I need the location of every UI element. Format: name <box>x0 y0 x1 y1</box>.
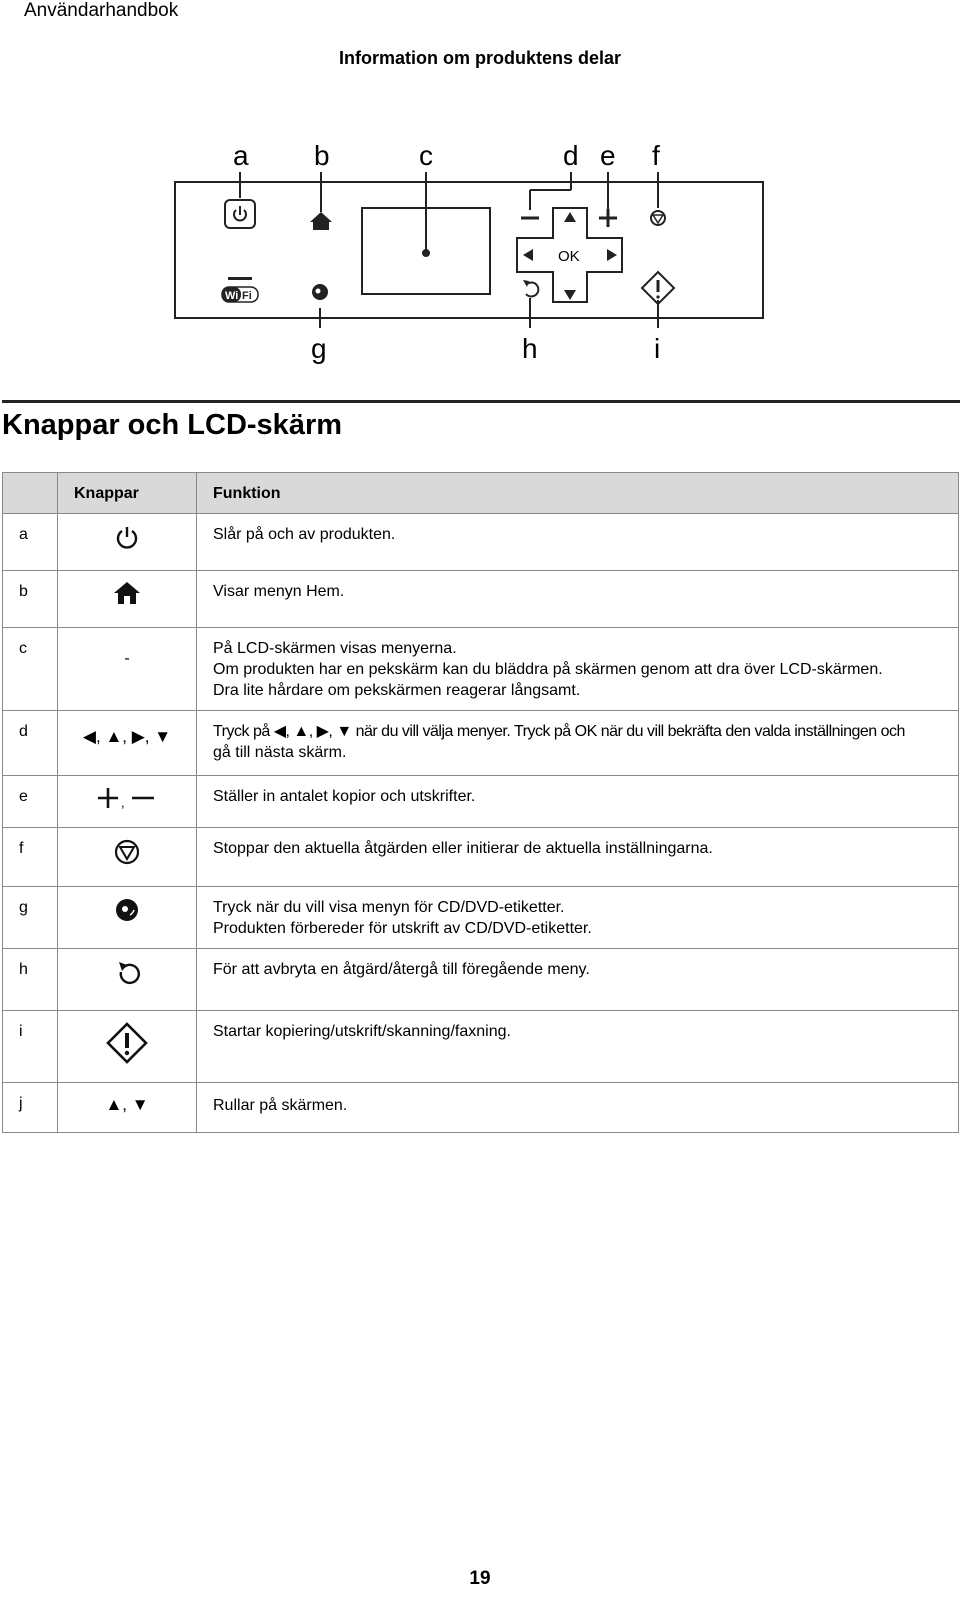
main-heading: Knappar och LCD-skärm <box>2 400 960 442</box>
key-cell <box>58 711 197 776</box>
key-cell <box>58 1011 197 1083</box>
row-id: i <box>3 1011 58 1083</box>
stop-icon <box>113 838 141 866</box>
header-keys: Knappar <box>58 473 197 514</box>
function-text: Ställer in antalet kopior och utskrifter. <box>213 788 476 805</box>
function-cell <box>197 949 959 1011</box>
key-text: - <box>124 650 130 667</box>
callout-h: h <box>522 333 538 364</box>
row-id: j <box>3 1083 58 1133</box>
function-text: Rullar på skärmen. <box>213 1097 348 1114</box>
callout-a: a <box>233 140 249 171</box>
row-id: h <box>3 949 58 1011</box>
header-function: Funktion <box>197 473 959 514</box>
callout-i: i <box>654 333 661 364</box>
function-text: Om produkten har en pekskärm kan du bläddra på skärmen genom att dra över LCD-skärmen. <box>213 661 883 678</box>
function-text: För att avbryta en åtgärd/återgå till föregående meny. <box>213 961 590 978</box>
up-down-icon: ▲, ▼ <box>105 1095 149 1114</box>
table-header-row <box>3 473 959 514</box>
arrow-keys-icon: ◀, ▲, ▶, ▼ <box>82 727 172 746</box>
plus-minus-icon <box>96 786 158 810</box>
key-cell <box>58 949 197 1011</box>
table-row <box>3 949 959 1011</box>
table-row <box>3 1083 959 1133</box>
key-cell <box>58 776 197 828</box>
function-cell <box>197 571 959 628</box>
svg-text:Wi: Wi <box>225 290 239 302</box>
document-header-title: Användarhandbok <box>24 0 179 21</box>
callout-g: g <box>311 333 327 364</box>
key-cell <box>58 628 197 711</box>
table-row <box>3 628 959 711</box>
table-row <box>3 711 959 776</box>
function-cell <box>197 514 959 571</box>
table-row <box>3 1011 959 1083</box>
function-cell <box>197 711 959 776</box>
function-cell <box>197 887 959 949</box>
row-id: b <box>3 571 58 628</box>
key-cell <box>58 887 197 949</box>
table-row <box>3 776 959 828</box>
function-cell <box>197 1011 959 1083</box>
function-text: Dra lite hårdare om pekskärmen reagerar långsamt. <box>213 682 581 699</box>
table-row <box>3 828 959 887</box>
table-row <box>3 887 959 949</box>
callout-f: f <box>652 140 660 171</box>
callout-b: b <box>314 140 330 171</box>
home-icon <box>310 212 332 230</box>
cd-dvd-icon <box>114 897 140 923</box>
key-cell <box>58 571 197 628</box>
back-icon <box>114 959 140 989</box>
function-text: Slår på och av produkten. <box>213 526 396 543</box>
function-text: Startar kopiering/utskrift/skanning/faxning. <box>213 1023 511 1040</box>
callout-c: c <box>419 140 433 171</box>
keys-table <box>2 472 959 1133</box>
panel-outline <box>175 182 763 318</box>
row-id: e <box>3 776 58 828</box>
power-icon <box>114 524 140 550</box>
svg-text:Fi: Fi <box>242 290 252 302</box>
function-text: gå till nästa skärm. <box>213 744 347 761</box>
key-cell <box>58 828 197 887</box>
function-text: Stoppar den aktuella åtgärden eller initierar de aktuella inställningarna. <box>213 840 713 857</box>
key-cell <box>58 1083 197 1133</box>
ok-label: OK <box>558 248 580 265</box>
row-id: d <box>3 711 58 776</box>
page-number: 19 <box>469 1568 491 1589</box>
start-icon <box>105 1021 149 1065</box>
control-panel-diagram <box>0 130 960 380</box>
row-id: f <box>3 828 58 887</box>
key-cell <box>58 514 197 571</box>
function-text: Visar menyn Hem. <box>213 583 345 600</box>
function-text: Tryck när du vill visa menyn för CD/DVD-etiketter. <box>213 899 565 916</box>
table-row <box>3 571 959 628</box>
function-text: Tryck på ◀, ▲, ▶, ▼ när du vill välja menyer. Tryck på OK när du vill bekräfta den valda inställningen och <box>213 723 905 740</box>
row-id: c <box>3 628 58 711</box>
home-icon <box>113 581 141 605</box>
function-text: Produkten förbereder för utskrift av CD/DVD-etiketter. <box>213 920 592 937</box>
callout-e: e <box>600 140 616 171</box>
callout-d: d <box>563 140 579 171</box>
function-cell <box>197 776 959 828</box>
table-row <box>3 514 959 571</box>
function-text: På LCD-skärmen visas menyerna. <box>213 640 457 657</box>
section-title: Information om produktens delar <box>338 48 622 68</box>
function-cell <box>197 628 959 711</box>
function-cell <box>197 1083 959 1133</box>
header-id-cell <box>3 473 58 514</box>
row-id: a <box>3 514 58 571</box>
svg-text:,: , <box>121 795 125 810</box>
row-id: g <box>3 887 58 949</box>
function-cell <box>197 828 959 887</box>
